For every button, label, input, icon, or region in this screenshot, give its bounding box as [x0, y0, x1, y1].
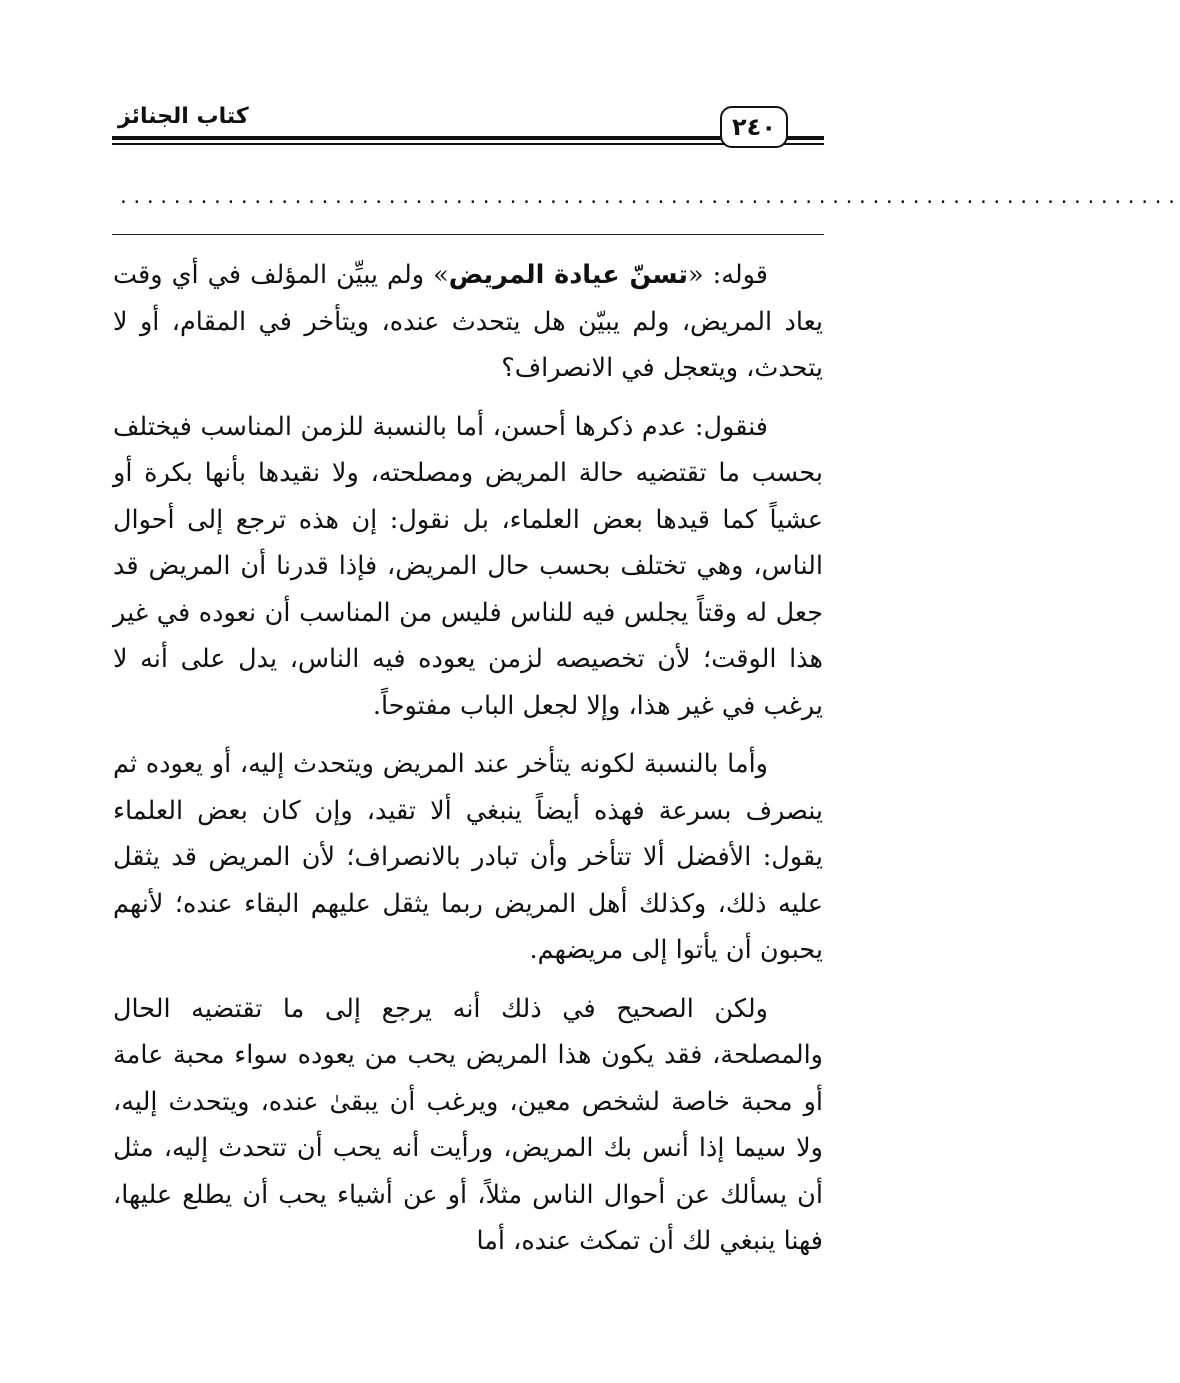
- paragraph-3: وأما بالنسبة لكونه يتأخر عند المريض ويتحدث إليه، أو يعوده ثم ينصرف بسرعة فهذه أيضاً ينبغي ألا تقيد، وإن كان بعض العلماء يقول: الأفضل ألا تتأخر وأن تبادر بالانصراف؛ لأن المريض قد يثقل عليه ذلك، وكذلك أهل المريض ربما يثقل عليهم البقاء عنده؛ لأنهم يحبون أن يأتوا إلى مريضهم.: [113, 749, 823, 965]
- dotted-separator: ...............................................................................: [118, 187, 1180, 208]
- paragraph-2: فنقول: عدم ذكرها أحسن، أما بالنسبة للزمن المناسب فيختلف بحسب ما تقتضيه حالة المريض ومصلحته، ولا نقيدها بأنها بكرة أو عشياً كما قيدها بعض العلماء، بل نقول: إن هذه ترجع إلى أحوال الناس، وهي تختلف بحسب حال المريض، فإذا قدرنا أن المريض قد جعل له وقتاً يجلس فيه للناس فليس من المناسب أن نعوده في غير هذا الوقت؛ لأن تخصيصه لزمن يعوده فيه الناس، يدل على أنه لا يرغب في غير هذا، وإلا لجعل الباب مفتوحاً.: [113, 411, 823, 721]
- body-text: [113, 252, 823, 1277]
- paragraph-1: [113, 252, 823, 392]
- page-number: ٢٤٠: [720, 106, 788, 148]
- paragraph-4: ولكن الصحيح في ذلك أنه يرجع إلى ما تقتضيه الحال والمصلحة، فقد يكون هذا المريض يحب من يعوده سواء محبة عامة أو محبة خاصة لشخص معين، ويرغب أن يبقىٰ عنده، ويتحدث إليه، ولا سيما إذا أنس بك المريض، ورأيت أنه يحب أن تتحدث إليه، مثل أن يسألك عن أحوال الناس مثلاً، أو عن أشياء يحب أن يطلع عليها، فهنا ينبغي لك أن تمكث عنده، أما: [113, 993, 823, 1256]
- paragraph-1-rest: » ولم يبيِّن المؤلف في أي وقت يعاد المريض، ولم يبيّن هل يتحدث عنده، ويتأخر في المقام، أو لا يتحدث، ويتعجل في الانصراف؟: [113, 260, 823, 383]
- book-title: كتاب الجنائز: [116, 102, 255, 132]
- paragraph-1-lead: قوله: «: [687, 260, 768, 290]
- header-rule-thick: [112, 136, 824, 140]
- page-header: [112, 100, 824, 156]
- quoted-matn: تسنّ عيادة المريض: [448, 260, 688, 290]
- header-rule-thin: [112, 143, 824, 145]
- separator-line: [112, 234, 824, 235]
